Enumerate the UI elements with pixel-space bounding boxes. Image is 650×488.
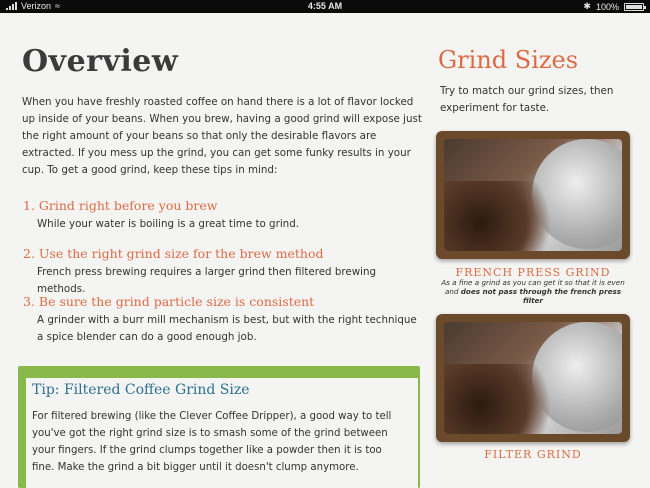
page-title: Overview	[22, 44, 179, 79]
tip-body: While your water is boiling is a great time to grind.	[37, 218, 300, 230]
wifi-icon: ≈	[55, 1, 60, 11]
grind-sizes-title: Grind Sizes	[438, 46, 579, 74]
bluetooth-icon: ✱	[583, 1, 591, 11]
french-press-note-bold: does not pass through the french press filter	[460, 287, 622, 305]
tip-heading: 1. Grind right before you brew	[23, 198, 218, 213]
grounds-shape	[444, 364, 564, 434]
tip-callout-body: For filtered brewing (like the Clever Coffee Dripper), a good way to tell you've got the right grind size is to smash some of the grind between your fingers. If the grind clumps together like a powder then it is too fine. Make the grind a bit bigger until it doesn't clump anymore.	[32, 411, 392, 473]
french-press-note-text: As a fine a grind as you can get it so that it is even and	[441, 278, 625, 296]
intro-paragraph: When you have freshly roasted coffee on hand there is a lot of flavor locked up inside of your beans. When you brew, having a good grind will expose just the right amount of your beans so that only the desirable flavors are extracted. If you mess up the grind, you can get some funky results in your cup. To get a good grind, keep these tips in mind:	[22, 96, 422, 176]
status-bar	[0, 0, 650, 13]
carrier-name: Verizon	[21, 1, 52, 11]
photo-image	[444, 139, 622, 251]
status-right	[583, 1, 644, 12]
photo-image	[444, 322, 622, 434]
battery-icon	[624, 3, 644, 11]
french-press-grind-photo[interactable]	[436, 131, 630, 259]
tip-item	[23, 294, 417, 346]
tip-callout-box	[18, 366, 420, 488]
filter-grind-caption: FILTER GRIND	[484, 448, 582, 461]
grind-sizes-subtitle: Try to match our grind sizes, then experiment for taste.	[440, 85, 614, 114]
status-time: 4:55 AM	[307, 1, 343, 11]
tip-item	[23, 246, 417, 298]
tip-item	[23, 198, 417, 233]
battery-percent: 100%	[595, 1, 619, 12]
tip-heading: 2. Use the right grind size for the brew method	[23, 246, 324, 261]
tip-body: A grinder with a burr mill mechanism is best, but with the right technique a spice blender can do a good enough job.	[37, 314, 417, 343]
grounds-shape	[444, 181, 564, 251]
filter-grind-photo[interactable]	[436, 314, 630, 442]
tip-heading: 3. Be sure the grind particle size is consistent	[23, 294, 315, 309]
french-press-note	[438, 278, 628, 305]
tip-callout-title: Tip: Filtered Coffee Grind Size	[32, 382, 250, 398]
french-press-caption: FRENCH PRESS GRIND	[455, 266, 611, 279]
tip-body: French press brewing requires a larger grind then filtered brewing methods.	[37, 266, 377, 295]
